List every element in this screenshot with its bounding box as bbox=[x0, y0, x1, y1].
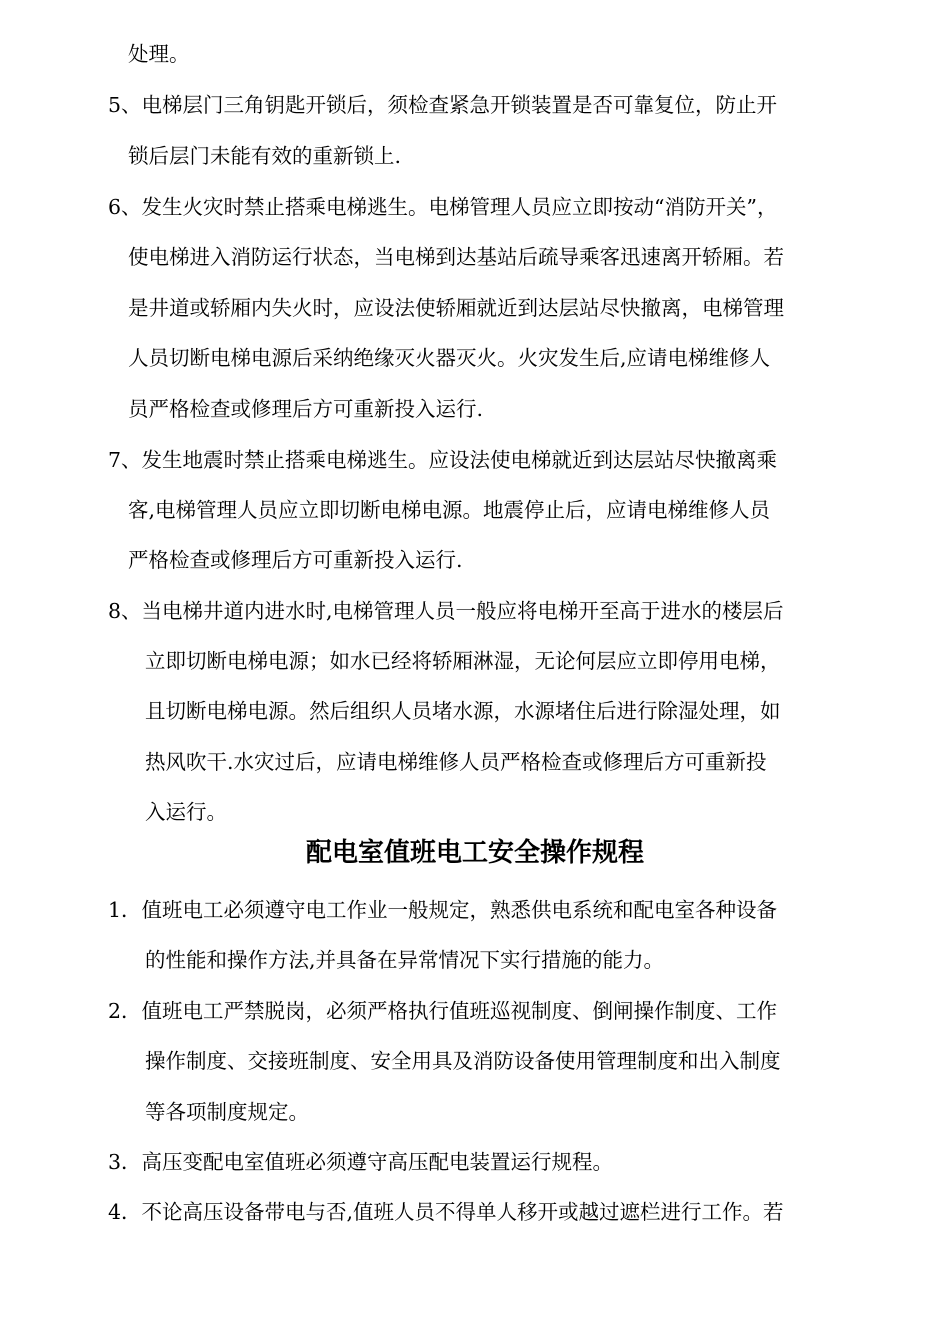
text-line: 严格检查或修理后方可重新投入运行. bbox=[128, 548, 463, 572]
text-line: 7、发生地震时禁止搭乘电梯逃生。应设法使电梯就近到达层站尽快撤离乘 bbox=[108, 448, 778, 472]
text-line: 2．值班电工严禁脱岗，必须严格执行值班巡视制度、倒闸操作制度、工作 bbox=[108, 999, 778, 1023]
text-line: 客,电梯管理人员应立即切断电梯电源。地震停止后，应请电梯维修人员 bbox=[128, 498, 771, 522]
text-line: 入运行。 bbox=[145, 800, 227, 824]
text-line: 且切断电梯电源。然后组织人员堵水源，水源堵住后进行除湿处理，如 bbox=[145, 699, 781, 723]
text-line: 员严格检查或修理后方可重新投入运行. bbox=[128, 397, 484, 421]
text-line: 处理。 bbox=[128, 42, 190, 66]
text-line: 操作制度、交接班制度、安全用具及消防设备使用管理制度和出入制度 bbox=[145, 1049, 781, 1073]
text-line: 1．值班电工必须遵守电工作业一般规定，熟悉供电系统和配电室各种设备 bbox=[108, 898, 778, 922]
text-line: 锁后层门未能有效的重新锁上. bbox=[128, 144, 402, 168]
text-line: 4．不论高压设备带电与否,值班人员不得单人移开或越过遮栏进行工作。若 bbox=[108, 1200, 784, 1224]
text-line: 热风吹干.水灾过后，应请电梯维修人员严格检查或修理后方可重新投 bbox=[145, 750, 767, 774]
text-line: 3．高压变配电室值班必须遵守高压配电装置运行规程。 bbox=[108, 1150, 614, 1174]
text-line: 是井道或轿厢内失火时，应设法使轿厢就近到达层站尽快撤离，电梯管理 bbox=[128, 296, 784, 320]
text-line: 8、当电梯井道内进水时,电梯管理人员一般应将电梯开至高于进水的楼层后 bbox=[108, 599, 784, 623]
text-line: 使电梯进入消防运行状态，当电梯到达基站后疏导乘客迅速离开轿厢。若 bbox=[128, 245, 784, 269]
text-line: 立即切断电梯电源；如水已经将轿厢淋湿，无论何层应立即停用电梯， bbox=[145, 649, 781, 673]
text-line: 人员切断电梯电源后采纳绝缘灭火器灭火。火灾发生后,应请电梯维修人 bbox=[128, 346, 771, 370]
section-title: 配电室值班电工安全操作规程 bbox=[305, 838, 644, 868]
text-line: 5、电梯层门三角钥匙开锁后，须检查紧急开锁装置是否可靠复位，防止开 bbox=[108, 93, 778, 117]
text-line: 的性能和操作方法,并具备在异常情况下实行措施的能力。 bbox=[145, 948, 665, 972]
text-line: 6、发生火灾时禁止搭乘电梯逃生。电梯管理人员应立即按动“消防开关”， bbox=[108, 195, 778, 219]
text-line: 等各项制度规定。 bbox=[145, 1100, 309, 1124]
